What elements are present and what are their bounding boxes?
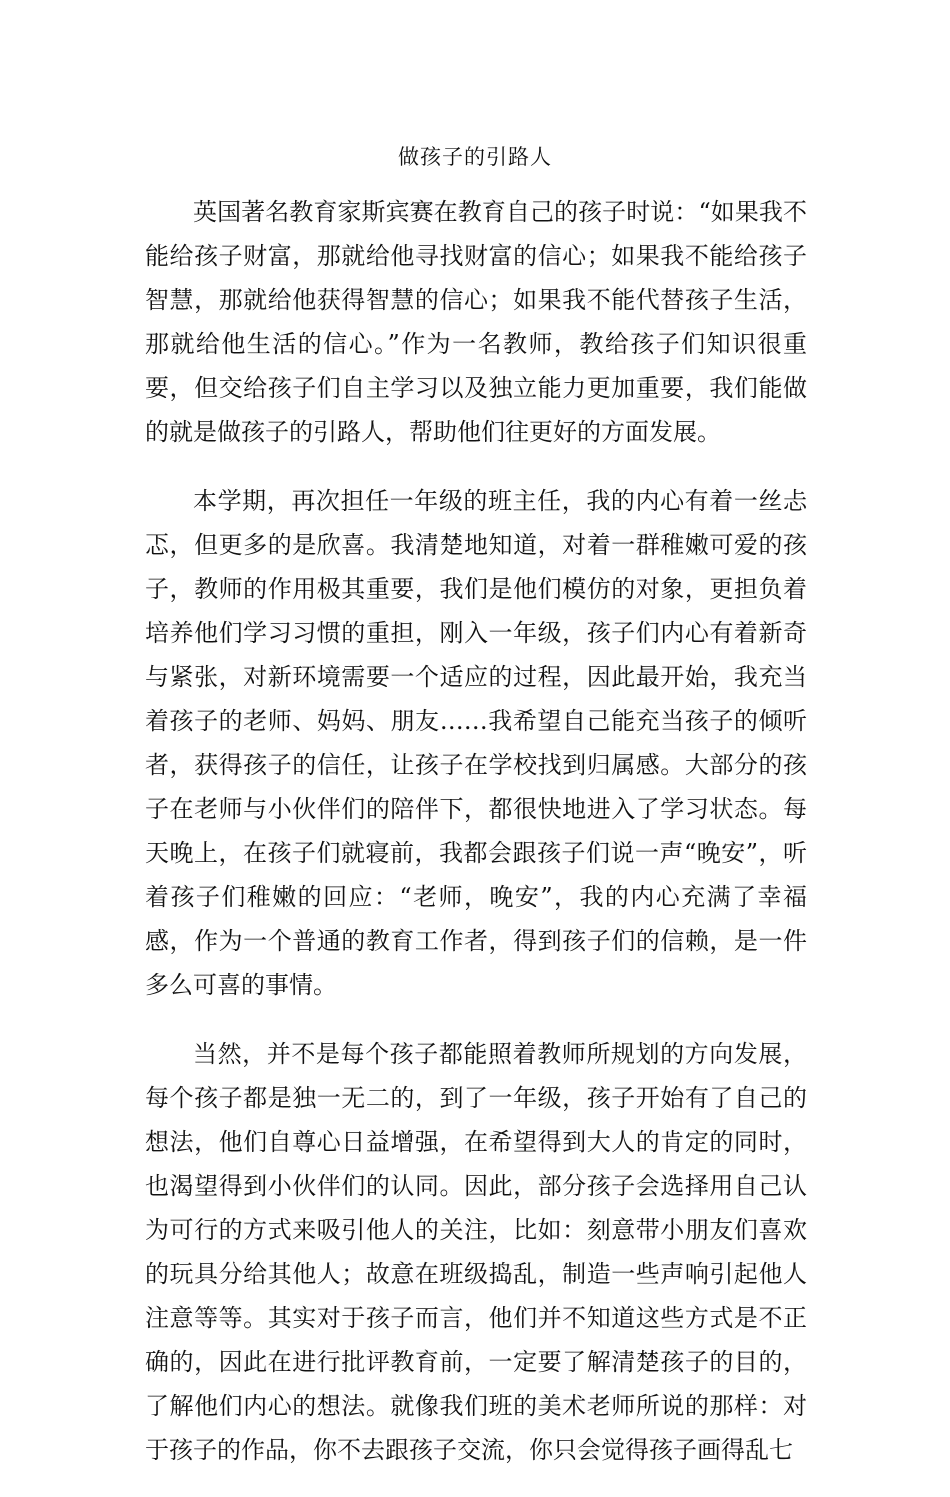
document-title: 做孩子的引路人 <box>398 145 552 169</box>
paragraph-3: 当然，并不是每个孩子都能照着教师所规划的方向发展，每个孩子都是独一无二的，到了一年级，孩子开始有了自己的想法，他们自尊心日益增强，在希望得到大人的肯定的同时，也渴望得到小伙伴们的认同。因此，部分孩子会选择用自己认为可行的方式来吸引他人的关注，比如：刻意带小朋友们喜欢的玩具分给其他人；故意在班级捣乱，制造一些声响引起他人注意等等。其实对于孩子而言，他们并不知道这些方式是不正确的，因此在进行批评教育前，一定要了解清楚孩子的目的，了解他们内心的想法。就像我们班的美术老师所说的那样：对于孩子的作品，你不去跟孩子交流，你只会觉得孩子画得乱七 <box>145 1040 807 1464</box>
paragraph-2: 本学期，再次担任一年级的班主任，我的内心有着一丝忐忑，但更多的是欣喜。我清楚地知道，对着一群稚嫩可爱的孩子，教师的作用极其重要，我们是他们模仿的对象，更担负着培养他们学习习惯的重担，刚入一年级，孩子们内心有着新奇与紧张，对新环境需要一个适应的过程，因此最开始，我充当着孩子的老师、妈妈、朋友……我希望自己能充当孩子的倾听者，获得孩子的信任，让孩子在学校找到归属感。大部分的孩子在老师与小伙伴们的陪伴下，都很快地进入了学习状态。每天晚上，在孩子们就寝前，我都会跟孩子们说一声“晚安”，听着孩子们稚嫩的回应：“老师，晚安”，我的内心充满了幸福感，作为一个普通的教育工作者，得到孩子们的信赖，是一件多么可喜的事情。 <box>145 487 807 999</box>
paragraph-1: 英国著名教育家斯宾赛在教育自己的孩子时说：“如果我不能给孩子财富，那就给他寻找财富的信心；如果我不能给孩子智慧，那就给他获得智慧的信心；如果我不能代替孩子生活，那就给他生活的信心。”作为一名教师，教给孩子们知识很重要，但交给孩子们自主学习以及独立能力更加重要，我们能做的就是做孩子的引路人，帮助他们往更好的方面发展。 <box>145 198 807 446</box>
document-body <box>145 190 807 1497</box>
